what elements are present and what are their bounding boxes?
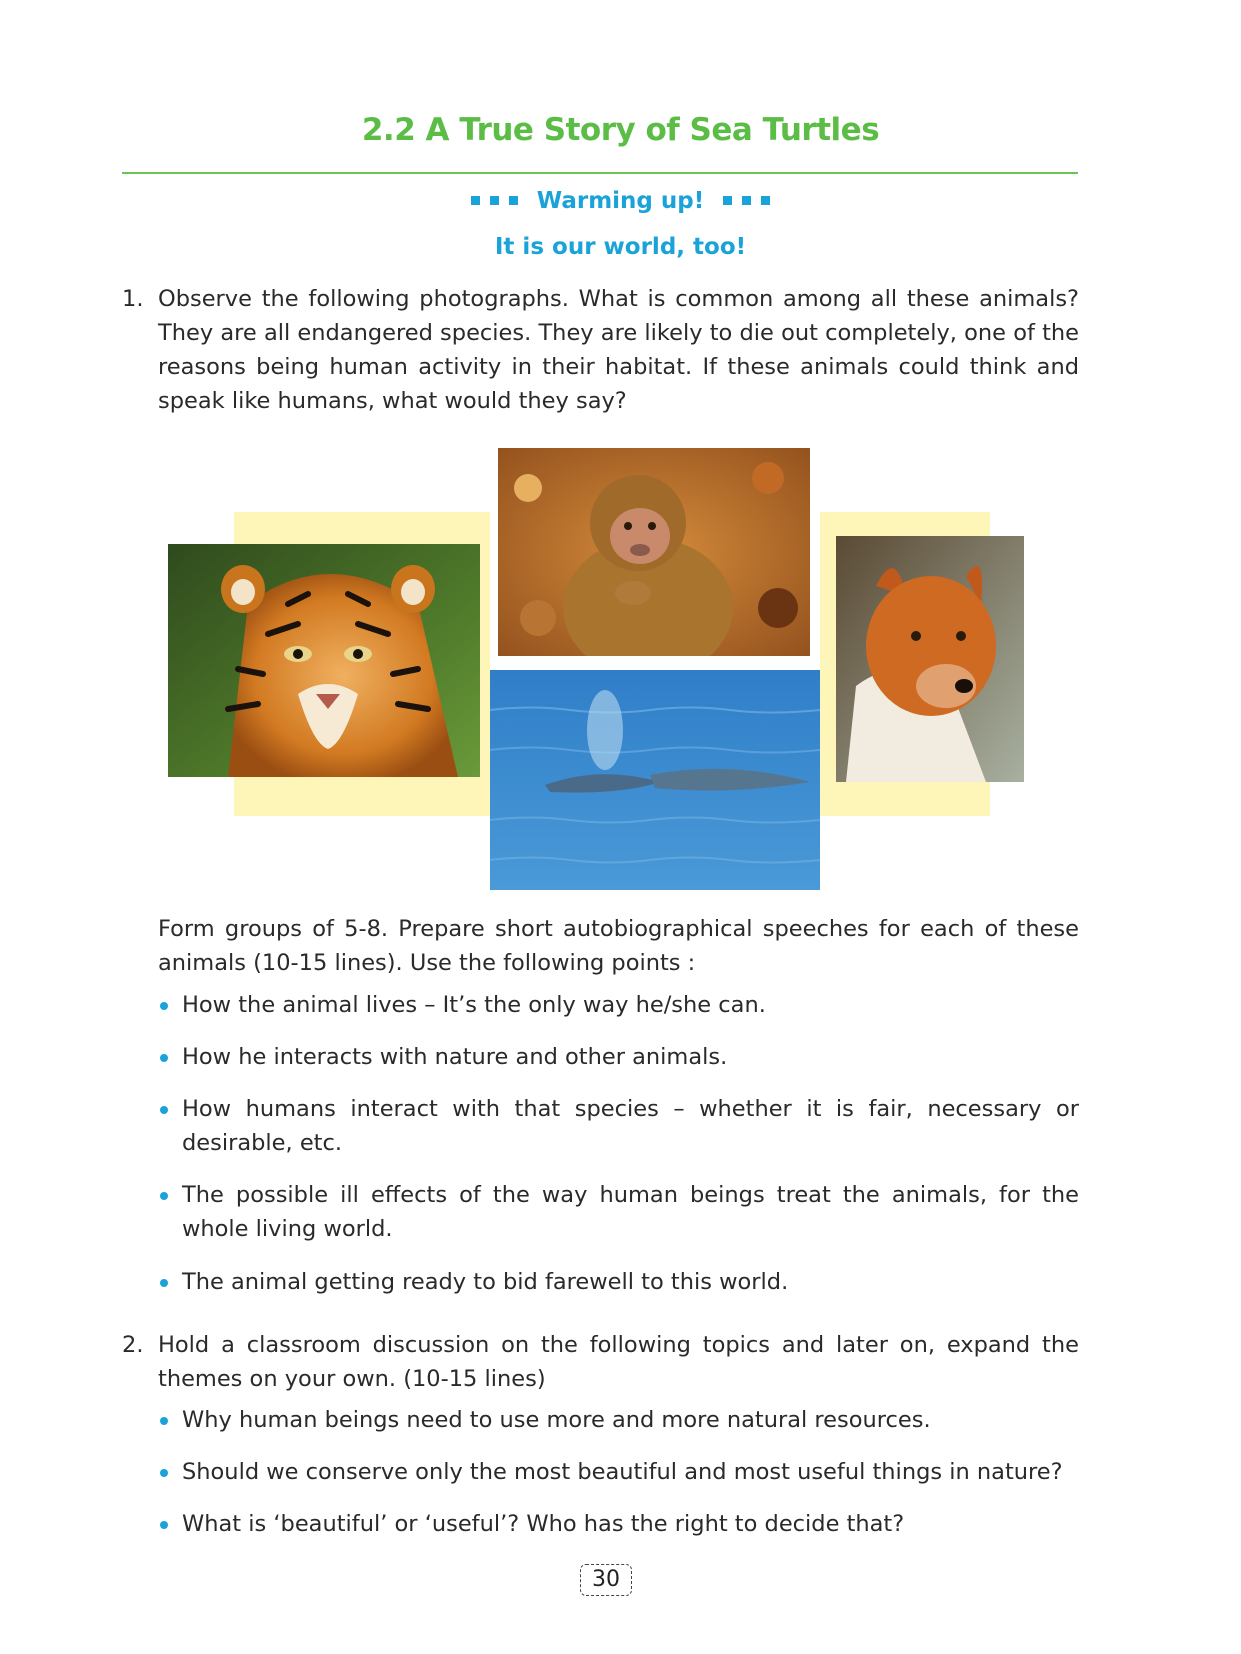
task-point: How humans interact with that species – whether it is fair, necessary or desirable, etc. xyxy=(160,1092,1079,1160)
task-point: How he interacts with nature and other animals. xyxy=(160,1040,1079,1074)
discussion-point: What is ‘beautiful’ or ‘useful’? Who has the right to decide that? xyxy=(160,1507,1079,1541)
bullet-dot xyxy=(160,1469,168,1477)
whale-photo xyxy=(490,670,820,890)
warmup-label: Warming up! xyxy=(536,188,705,214)
bullet-dot xyxy=(160,1054,168,1062)
monkey-photo xyxy=(498,448,810,656)
bullet-dot xyxy=(160,1521,168,1529)
question-1-text: Observe the following photographs. What is common among all these animals? They are all endangered species. They are likely to die out completely, one of the reasons being human activity in their habitat. If these animals could think and speak like humans, what would they say? xyxy=(158,286,1079,414)
warmup-heading xyxy=(0,188,1241,214)
bullet-dot xyxy=(160,1002,168,1010)
page-title: 2.2 A True Story of Sea Turtles xyxy=(361,112,880,148)
bullet-dot xyxy=(160,1192,168,1200)
question-1-number: 1. xyxy=(122,286,144,312)
bullet-dot xyxy=(160,1417,168,1425)
section-subtitle: It is our world, too! xyxy=(494,234,747,260)
dhole-photo xyxy=(836,536,1024,782)
tiger-photo xyxy=(168,544,480,777)
square-bullets-left xyxy=(466,188,523,214)
task-point: The possible ill effects of the way human beings treat the animals, for the whole living world. xyxy=(160,1178,1079,1246)
task-point: The animal getting ready to bid farewell to this world. xyxy=(160,1265,1079,1299)
title-divider xyxy=(122,172,1078,174)
question-2-text: Hold a classroom discussion on the following topics and later on, expand the themes on your own. (10-15 lines) xyxy=(158,1332,1079,1392)
page-number: 30 xyxy=(580,1564,632,1596)
square-bullets-right xyxy=(718,188,775,214)
bullet-dot xyxy=(160,1279,168,1287)
discussion-point: Why human beings need to use more and more natural resources. xyxy=(160,1403,1079,1437)
discussion-point: Should we conserve only the most beautiful and most useful things in nature? xyxy=(160,1455,1079,1489)
task-point: How the animal lives – It’s the only way he/she can. xyxy=(160,988,1079,1022)
bullet-dot xyxy=(160,1106,168,1114)
question-2-number: 2. xyxy=(122,1332,144,1358)
task-instructions: Form groups of 5-8. Prepare short autobiographical speeches for each of these animals (10-15 lines). Use the following points : xyxy=(158,916,1079,976)
